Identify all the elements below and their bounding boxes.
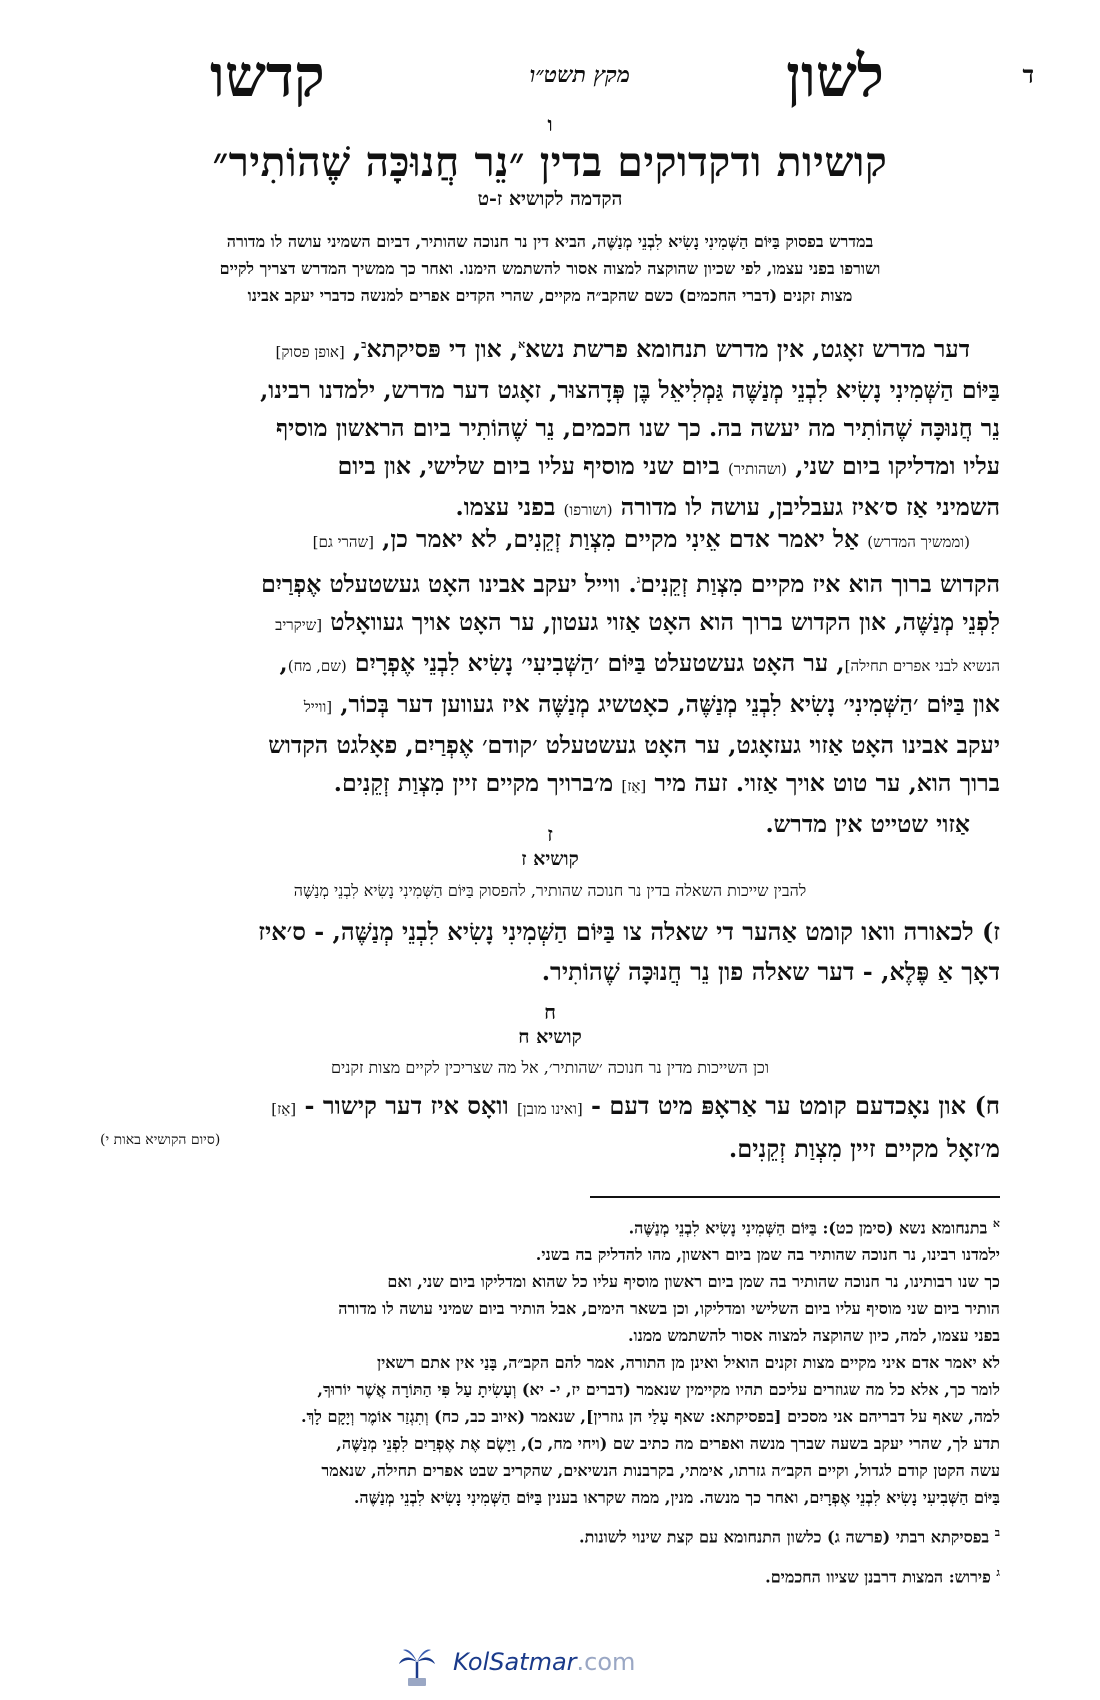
footnote-a-line: לא יאמר אדם איני מקיים מצות זקנים הואיל ואינן מן התורה, אמר להם הקב״ה, בָּנַי אין אתם רשאין — [377, 1353, 1000, 1373]
footnote-c: $^ג$ פירוש: המצות דרבנן שציוו החכמים. — [765, 1565, 1000, 1586]
text-line: דער מדרש זאָגט, אין מדרש תנחומא פרשת נשא$^א$, און די פּסיקתא$^ב$, [אופן פסוק] — [275, 334, 970, 363]
footnote-a-line: הותיר ביום שני מוסיף עליו ביום השלישי ומדליקו, וכן בשאר הימים, אבל הותיר ביום שמיני עושה לו מדורה — [338, 1299, 1000, 1319]
running-date: מקץ תשט״ו — [529, 62, 630, 88]
running-title-right: לשון — [786, 42, 884, 110]
footnote-a-line: ילמדנו רבינו, נר חנוכה שהותיר בה שמן ביום ראשון, מהו להדליק בה בשני. — [535, 1245, 1000, 1265]
text-line: מ׳זאָל מקיים זיין מִצְוַת זְקֵנִים. — [728, 1134, 1000, 1163]
text-line: ברוך הוא, ער טוט אויך אַזוי. זעה מיר [אַז] מ׳ברויך מקיים זיין מִצְוַת זְקֵנִים. — [333, 768, 1000, 797]
footnotes — [100, 1210, 1000, 1590]
logo-wordmark: KolSatmar.com — [453, 1648, 636, 1676]
question-end-note: (סיום הקושיא באות י) — [100, 1132, 221, 1148]
intro-paragraph — [100, 228, 1000, 309]
footnote-a-line: כך שנו רבותינו, נר חנוכה שהותיר בה שמן ביום ראשון מוסיף עליו כל שהוא ומדליקו ביום שני, ואם — [387, 1272, 1000, 1292]
running-title-left: קדשו — [210, 42, 325, 110]
text-line: הקדוש ברוך הוא איז מקיים מִצְוַת זְקֵנִים$^ג$. ווייל יעקב אבינו האָט געשטעלט אֶפְרַיִם — [261, 569, 1000, 598]
text-line: ז) לכאורה וואו קומט אַהער די שאלה צו בַּיּוֹם הַשְּׁמִינִי נָשִׂיא לִבְנֵי מְנַשֶּׁה, - ס׳איז — [258, 917, 1000, 946]
footnote-divider — [590, 1196, 1000, 1198]
question-8-body — [100, 1086, 1000, 1169]
question-8-title: קושיא ח — [518, 1026, 582, 1048]
section-subtitle: הקדמה לקושיא ז-ט — [477, 188, 623, 210]
intro-line: במדרש בפסוק בַּיּוֹם הַשְּׁמִינִי נָשִׂיא לִבְנֵי מְנַשֶּׁה, הביא דין נר חנוכה שהותיר, דביום השמיני עושה לו מדורה — [226, 232, 874, 251]
text-line: הנשיא לבני אפרים תחילה], ער האָט געשטעלט בַּיּוֹם ׳הַשְּׁבִיעִי׳ נָשִׂיא לִבְנֵי אֶפְרָיִם (שם, מח), — [279, 648, 1000, 677]
page-number: ד — [1022, 60, 1034, 89]
text-line: השמיני אַז ס׳איז געבליבן, עושה לו מדורה (ושורפו) בפני עצמו. — [455, 492, 1000, 521]
text-line: נֵר חֲנוּכָּה שֶׁהוֹתִיר מה יעשה בה. כך שנו חכמים, נֵר שֶׁהוֹתִיר ביום הראשון מוסיף — [275, 413, 1000, 442]
text-line: עליו ומדליקו ביום שני, (ושהותיר) ביום שני מוסיף עליו ביום שלישי, און ביום — [337, 451, 1000, 480]
footnote-a-line: לומר כך, אלא כל מה שגוזרים עליכם תהיו מקיימין שנאמר (דברים יז, י- יא) וְעָשִׂיתָ עַל פִּי הַתּוֹרָה אֲשֶׁר יוֹרוּךָ, — [317, 1380, 1000, 1400]
body-paragraph-1 — [100, 326, 1000, 529]
text-line: אַזוי שטייט אין מדרש. — [765, 809, 970, 838]
text-line: (וממשיך המדרש) אַל יאמר אדם אֵינִי מקיים מִצְוַת זְקֵנִים, לא יאמר כן, [שהרי גם] — [312, 525, 970, 553]
text-line: און בַּיּוֹם ׳הַשְּׁמִינִי׳ נָשִׂיא לִבְנֵי מְנַשֶּׁה, כאָטשיג מְנַשֶּׁה איז געווען דער בְּכוֹר, [ווייל — [303, 689, 1000, 718]
question-7-body — [100, 912, 1000, 992]
footnote-b: $^ב$ בפסיקתא רבתי (פרשה ג) כלשון התנחומא עם קצת שינוי לשונות. — [579, 1526, 1000, 1547]
section-letter-6: ו — [547, 112, 553, 136]
section-letter-7: ז — [547, 822, 553, 846]
footnote-a-line: בַּיּוֹם הַשְּׁבִיעִי נָשִׂיא לִבְנֵי אֶפְרָיִם, ואחר כך מנשה. מנין, ממה שקראו בענין בַּיּוֹם הַשְּׁמִינִי נָשִׂיא לִבְנֵי מְנַשֶּׁה. — [353, 1488, 1000, 1508]
footnote-a-line: עשה הקטן קודם לגדול, וקיים הקב״ה גזרתו, אימתי, בקרבנות הנשיאים, שהקריב שבט אפרים תחילה, שנאמר — [321, 1461, 1000, 1481]
body-paragraph-2 — [100, 520, 1000, 843]
footnote-a-line: בפני עצמו, למה, כיון שהוקצה למצוה אסור להשתמש ממנו. — [627, 1326, 1000, 1346]
footnote-a-line: תדע לך, שהרי יעקב בשעה שברך מנשה ואפרים מה כתיב שם (ויחי מח, כ), וַיָּשֶׂם אֶת אֶפְרַיִם לִפְנֵי מְנַשֶּׁה, — [336, 1434, 1000, 1454]
text-line: בַּיּוֹם הַשְּׁמִינִי נָשִׂיא לִבְנֵי מְנַשֶּׁה גַּמְלִיאֵל בֶּן פְּדָהצוּר, זאָגט דער מדרש, ילמדנו רבינו, — [260, 375, 1000, 404]
footnote-a-line: למה, שאף על דבריהם אני מסכים [בפסיקתא: שאף עָלַי הן גוזרין], שנאמר (איוב כב, כח) וְתִגְזַר אוֹמֶר וְיָקָם לָךְ. — [300, 1407, 1000, 1427]
palm-tree-logo-icon — [395, 1644, 439, 1688]
intro-line: מצות זקנים (דברי החכמים) כשם שהקב״ה מקיים, שהרי הקדים אפרים למנשה כדברי יעקב אבינו — [247, 286, 853, 305]
footnote-a-line: $^א$ בתנחומא נשא (סימן כט): בַּיּוֹם הַשְּׁמִינִי נָשִׂיא לִבְנֵי מְנַשֶּׁה. — [628, 1217, 1000, 1238]
text-line: דאָך אַ פֶּלֶא, - דער שאלה פון נֵר חֲנוּכָּה שֶׁהוֹתִיר. — [541, 957, 1000, 986]
question-7-intro: להבין שייכות השאלה בדין נר חנוכה שהותיר, להפסוק בַּיּוֹם הַשְּׁמִינִי נָשִׂיא לִבְנֵי מְנַשֶּׁה — [293, 881, 807, 900]
question-7-title: קושיא ז — [521, 848, 579, 870]
section-title: קושיות ודקדוקים בדין ״נֵר חֲנוּכָּה שֶׁהוֹתִיר״ — [212, 138, 888, 186]
text-line: ח) און נאָכדעם קומט ער אַראָפּ מיט דעם - [ואינו מובן] וואָס איז דער קישור - [אַז] — [271, 1091, 1000, 1120]
page-header — [0, 44, 1100, 114]
intro-line: ושורפו בפני עצמו, לפי שכיון שהוקצה למצוה אסור להשתמש הימנו. ואחר כך ממשיך המדרש דצריך לקיים — [219, 259, 881, 278]
text-line: יעקב אבינו האָט אַזוי געזאָגט, ער האָט געשטעלט ׳קודם׳ אֶפְרַיִם, פאָלגט הקדוש — [268, 730, 1000, 759]
kolsatmar-logo[interactable] — [395, 1644, 715, 1688]
text-line: לִפְנֵי מְנַשֶּׁה, און הקדוש ברוך הוא האָט אַזוי געטון, ער האָט אויך געוואָלט [שיקריב — [275, 607, 1000, 636]
question-8-intro: וכן השייכות מדין נר חנוכה ׳שהותיר׳, אל מה שצריכין לקיים מצות זקנים — [331, 1058, 769, 1077]
section-letter-8: ח — [544, 1000, 556, 1024]
